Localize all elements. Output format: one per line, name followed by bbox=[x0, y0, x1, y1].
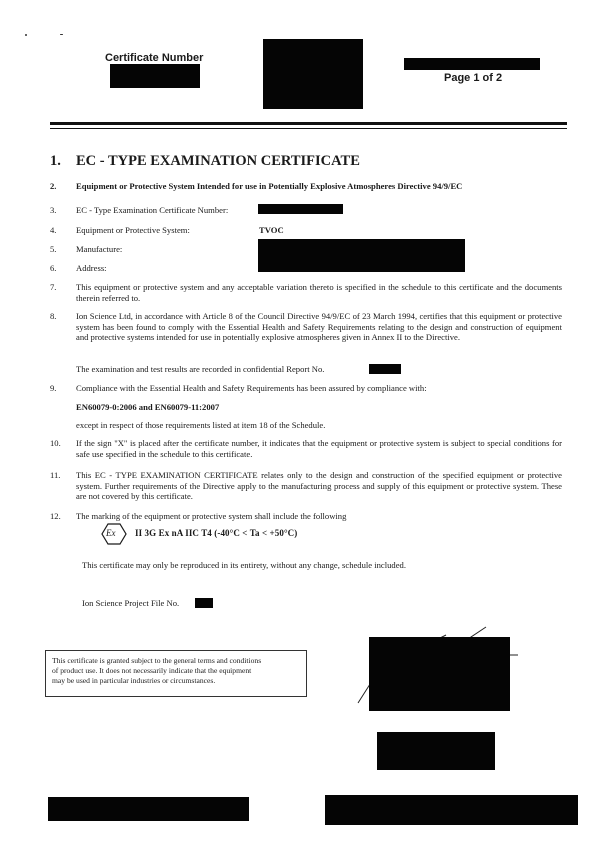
item-number: 8. bbox=[50, 311, 57, 321]
terms-notice-box bbox=[45, 650, 307, 697]
item-2-text: Equipment or Protective System Intended for use in Potentially Explosive Atmospheres Directive 94/9/EC bbox=[76, 181, 463, 191]
equipment-marking: II 3G Ex nA IIC T4 (-40°C < Ta < +50°C) bbox=[135, 528, 298, 538]
item-9-text: Compliance with the Essential Health and Safety Requirements has been assured by compliance with: bbox=[76, 383, 427, 393]
notice-line: of product use. It does not necessarily indicate that the equipment bbox=[52, 665, 252, 675]
header-redaction bbox=[404, 58, 540, 70]
item-7-text: This equipment or protective system and any acceptable variation thereto is specified in the schedule to this certificate and the documents therein referred to. bbox=[76, 282, 562, 303]
footer-left-redaction bbox=[48, 797, 249, 821]
item-3-label: EC - Type Examination Certificate Number: bbox=[76, 205, 229, 215]
item-11-text: This EC - TYPE EXAMINATION CERTIFICATE relates only to the design and construction of the specified equipment or protective system. Further requirements of the Directive apply to the manufacturing process and supply of this equipment or protective system. These are not covered by this certificate. bbox=[76, 470, 562, 502]
scan-speck bbox=[25, 34, 27, 36]
header-rule-thin bbox=[50, 128, 567, 129]
equipment-name: TVOC bbox=[259, 225, 284, 235]
item-12-text: The marking of the equipment or protective system shall include the following bbox=[76, 511, 347, 521]
logo-redaction bbox=[263, 39, 363, 109]
item-number: 9. bbox=[50, 383, 57, 393]
item-number: 7. bbox=[50, 282, 57, 292]
item-8-text: Ion Science Ltd, in accordance with Article 8 of the Council Directive 94/9/EC of 23 March 1994, certifies that this equipment or protective system has been found to comply with the Essential Health and Safety Requirements relating to the design and construction of equipment and protective systems intended for use in potentially explosive atmospheres given in Annex II to the Directive. bbox=[76, 311, 562, 343]
item-number: 5. bbox=[50, 244, 57, 254]
title-number: 1. bbox=[50, 153, 61, 169]
certificate-number-label: Certificate Number bbox=[105, 52, 204, 64]
certificate-number-redaction bbox=[258, 204, 343, 214]
header-rule-thick bbox=[50, 122, 567, 125]
notice-line: This certificate is granted subject to the general terms and conditions bbox=[52, 656, 262, 665]
item-4-label: Equipment or Protective System: bbox=[76, 225, 190, 235]
item-number: 4. bbox=[50, 225, 57, 235]
item-number: 10. bbox=[50, 438, 61, 448]
report-number-text: The examination and test results are recorded in confidential Report No. bbox=[76, 364, 325, 374]
certificate-number-redaction bbox=[110, 64, 200, 88]
exception-text: except in respect of those requirements listed at item 18 of the Schedule. bbox=[76, 420, 326, 430]
item-number: 6. bbox=[50, 263, 57, 273]
item-6-label: Address: bbox=[76, 263, 107, 273]
standards-text: EN60079-0:2006 and EN60079-11:2007 bbox=[76, 402, 220, 412]
page-title: EC - TYPE EXAMINATION CERTIFICATE bbox=[76, 153, 360, 169]
notice-line: may be used in particular industries or circumstances. bbox=[52, 675, 216, 685]
manufacturer-address-redaction bbox=[258, 239, 465, 272]
signature-redaction bbox=[369, 637, 510, 711]
reproduction-note: This certificate may only be reproduced in its entirety, without any change, schedule included. bbox=[82, 560, 406, 570]
scan-speck bbox=[60, 34, 63, 35]
project-file-label: Ion Science Project File No. bbox=[82, 598, 180, 608]
ex-symbol-label: Ex bbox=[106, 528, 116, 538]
item-5-label: Manufacture: bbox=[76, 244, 123, 254]
report-number-redaction bbox=[369, 364, 401, 374]
signatory-redaction bbox=[377, 732, 495, 770]
item-number: 2. bbox=[50, 181, 57, 191]
page-number: Page 1 of 2 bbox=[444, 72, 503, 84]
item-number: 3. bbox=[50, 205, 57, 215]
item-number: 11. bbox=[50, 470, 61, 480]
item-10-text: If the sign "X" is placed after the certificate number, it indicates that the equipment or protective system is subject to special conditions for safe use specified in the schedule to this certificate. bbox=[76, 438, 562, 459]
project-file-redaction bbox=[195, 598, 213, 608]
footer-right-redaction bbox=[325, 795, 578, 825]
item-number: 12. bbox=[50, 511, 61, 521]
